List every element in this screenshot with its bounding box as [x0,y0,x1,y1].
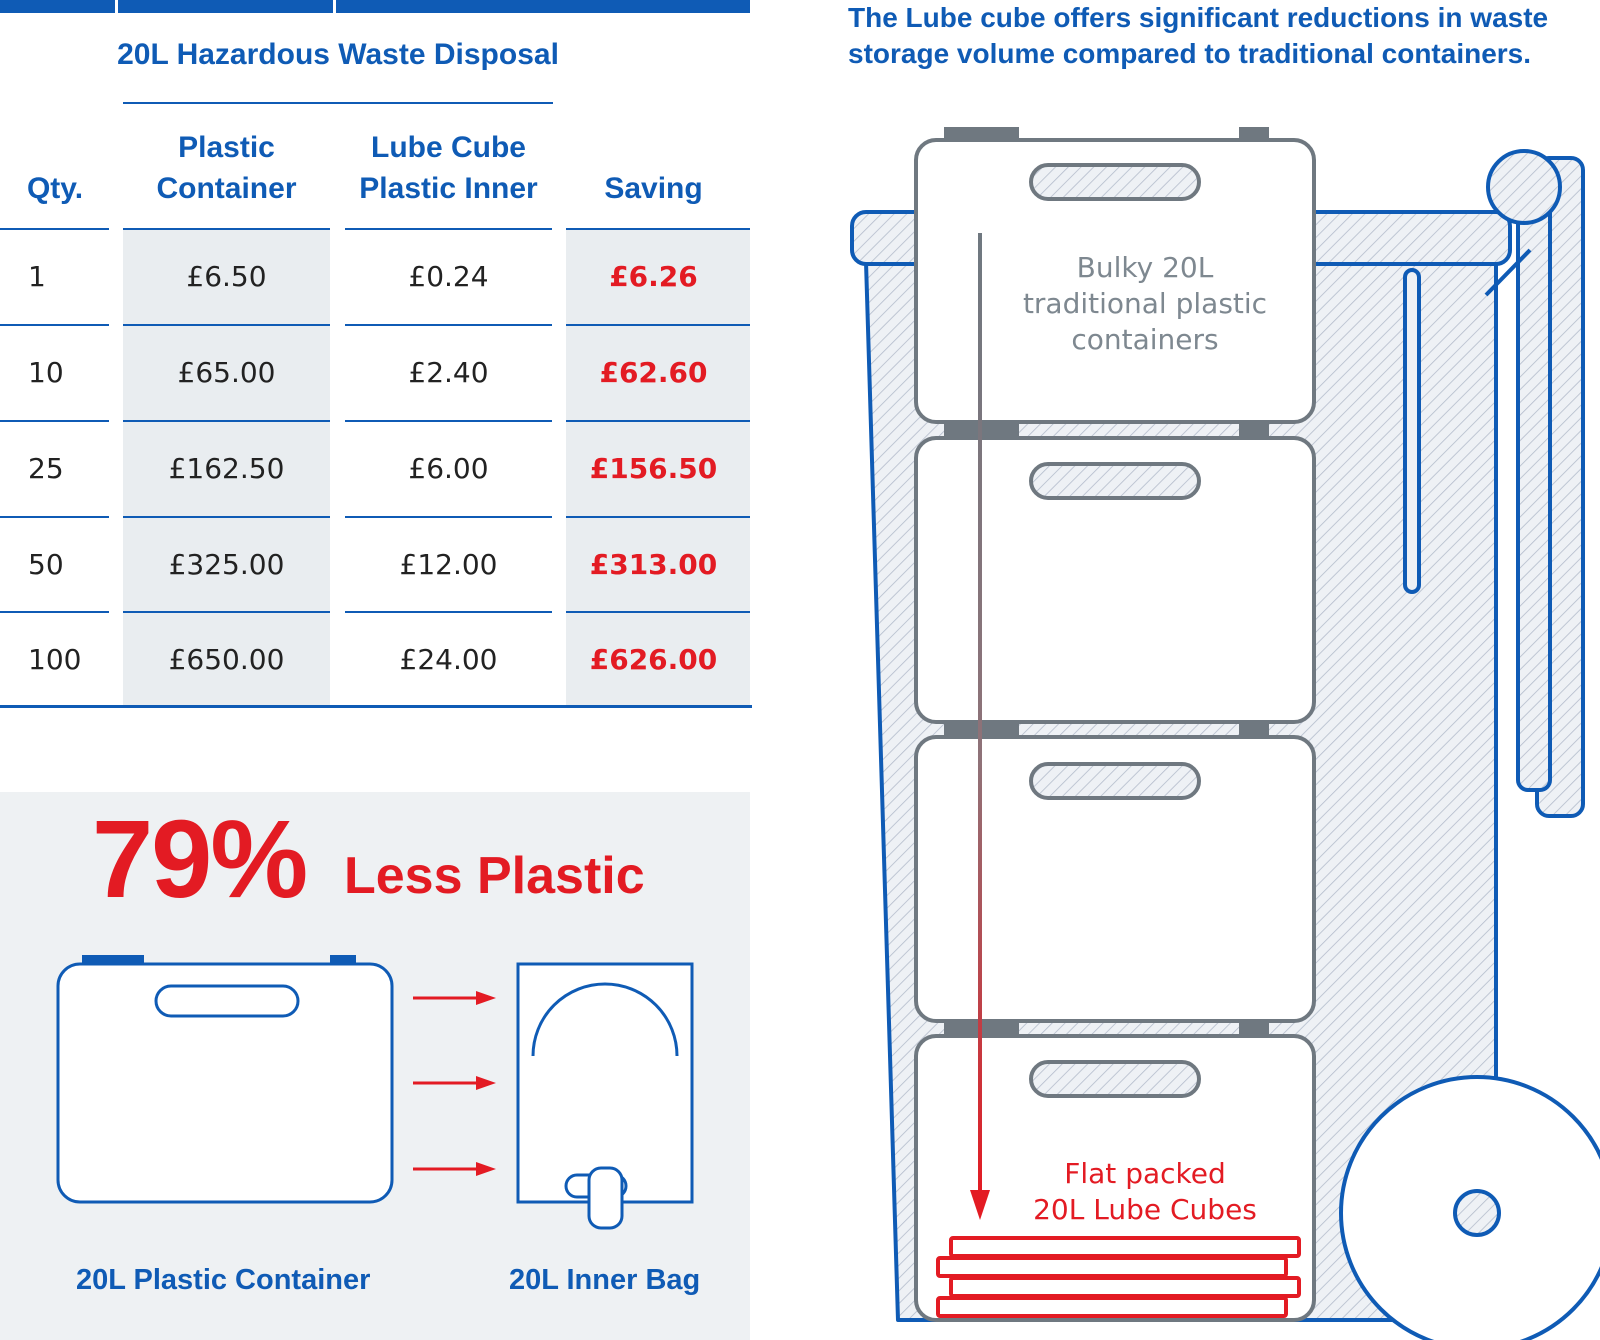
bulky-containers-label: Bulky 20L traditional plastic containers [1022,251,1268,356]
table-title: 20L Hazardous Waste Disposal [117,38,559,71]
cell-plastic: £65.00 [177,356,276,389]
inner-bag-icon [518,964,692,1228]
cell-plastic: £162.50 [168,452,285,485]
cell-lube: £0.24 [408,260,489,293]
header-saving: Saving [604,172,703,205]
cell-saving: £313.00 [589,548,718,581]
cell-plastic: £6.50 [186,260,267,293]
percent-figure: 79% [92,798,307,921]
jerrycan-icon [916,737,1314,1021]
cell-qty: 100 [28,643,82,676]
cell-plastic: £650.00 [168,643,285,676]
cell-saving: £6.26 [609,260,698,293]
header-plastic-container: Plastic Container [156,131,297,205]
arrow-right-icon [413,991,496,1176]
cell-lube: £6.00 [408,452,489,485]
cell-lube: £12.00 [399,548,498,581]
cell-lube: £24.00 [399,643,498,676]
bin-heading: The Lube cube offers significant reductions in waste storage volume compared to traditional containers. [848,2,1549,69]
plastic-container-label: 20L Plastic Container [76,1264,371,1296]
cell-lube: £2.40 [408,356,489,389]
inner-bag-label: 20L Inner Bag [509,1264,701,1296]
cell-qty: 10 [28,356,64,389]
jerrycan-icon [916,438,1314,722]
cell-saving: £156.50 [589,452,718,485]
cell-qty: 1 [28,260,46,293]
cell-qty: 50 [28,548,64,581]
cell-saving: £62.60 [599,356,708,389]
cell-plastic: £325.00 [168,548,285,581]
cell-saving: £626.00 [589,643,718,676]
header-qty: Qty. [26,172,84,205]
flat-packed-label: Flat packed 20L Lube Cubes [1033,1157,1257,1226]
jerrycan-icon [58,955,392,1202]
less-plastic-headline: Less Plastic [344,847,645,905]
header-lube-cube: Lube Cube Plastic Inner [359,131,538,205]
cell-qty: 25 [28,452,64,485]
flat-packed-cubes [938,1238,1299,1316]
